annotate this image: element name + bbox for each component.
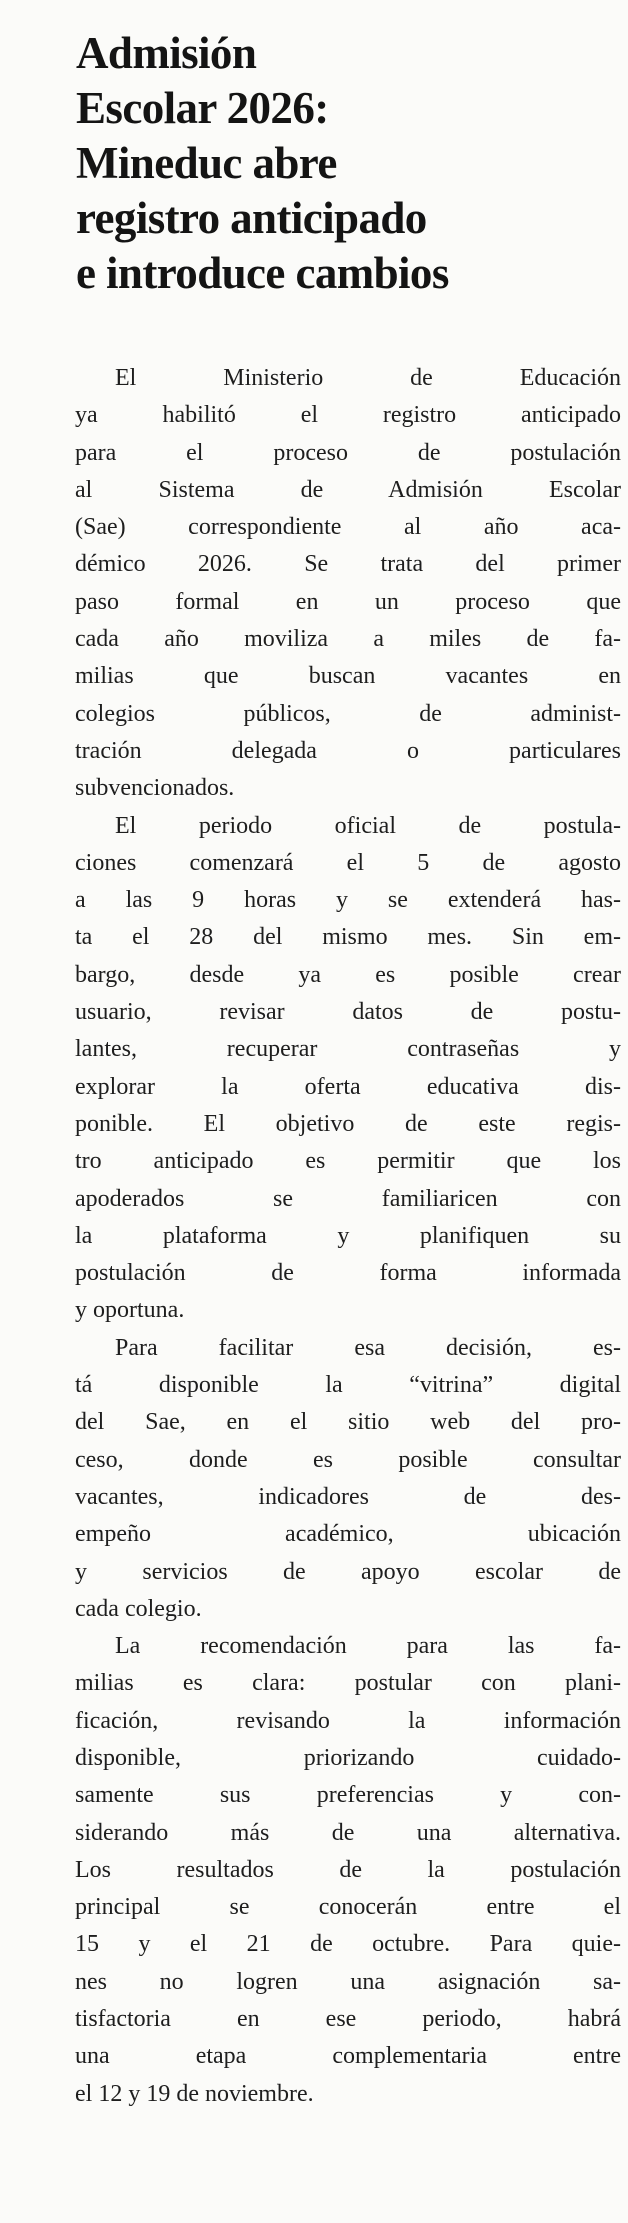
paragraph-line: ta el 28 del mismo mes. Sin em- [75, 924, 621, 951]
paragraph-line: 15 y el 21 de octubre. Para quie- [75, 1931, 621, 1958]
paragraph-line: nes no logren una asignación sa- [75, 1968, 621, 1995]
article-paragraph [75, 360, 621, 808]
paragraph-line: démico 2026. Se trata del primer [75, 551, 621, 578]
paragraph-line: del Sae, en el sitio web del pro- [75, 1409, 621, 1436]
headline-line: registro anticipado [76, 193, 427, 243]
paragraph-line: Los resultados de la postulación [75, 1856, 621, 1883]
article-body [75, 360, 621, 2113]
paragraph-line: ciones comenzará el 5 de agosto [75, 849, 621, 876]
paragraph-line: La recomendación para las fa- [115, 1633, 621, 1660]
paragraph-line: disponible, priorizando cuidado- [75, 1744, 621, 1771]
paragraph-line: ceso, donde es posible consultar [75, 1446, 621, 1473]
paragraph-line: cada colegio. [75, 1595, 202, 1622]
headline-line: Admisión [76, 28, 257, 78]
paragraph-line: siderando más de una alternativa. [75, 1819, 621, 1846]
headline [76, 26, 616, 301]
paragraph-line: postulación de forma informada [75, 1260, 621, 1287]
paragraph-line: cada año moviliza a miles de fa- [75, 626, 621, 653]
paragraph-line: tro anticipado es permitir que los [75, 1148, 621, 1175]
paragraph-line: El periodo oficial de postula- [115, 812, 621, 839]
headline-line: Mineduc abre [76, 138, 337, 188]
paragraph-line: ficación, revisando la información [75, 1707, 621, 1734]
paragraph-line: explorar la oferta educativa dis- [75, 1073, 621, 1100]
paragraph-line: Para facilitar esa decisión, es- [115, 1334, 621, 1361]
article-paragraph [75, 808, 621, 1330]
paragraph-line: ya habilitó el registro anticipado [75, 402, 621, 429]
paragraph-line: una etapa complementaria entre [75, 2043, 621, 2070]
paragraph-line: paso formal en un proceso que [75, 588, 621, 615]
paragraph-line: empeño académico, ubicación [75, 1521, 621, 1548]
paragraph-line: colegios públicos, de administ- [75, 700, 621, 727]
paragraph-line: subvencionados. [75, 775, 235, 802]
paragraph-line: usuario, revisar datos de postu- [75, 999, 621, 1026]
article-paragraph [75, 1628, 621, 2113]
paragraph-line: y servicios de apoyo escolar de [75, 1558, 621, 1585]
paragraph-line: principal se conocerán entre el [75, 1894, 621, 1921]
paragraph-line: lantes, recuperar contraseñas y [75, 1036, 621, 1063]
paragraph-line: vacantes, indicadores de des- [75, 1483, 621, 1510]
paragraph-line: El Ministerio de Educación [115, 365, 621, 391]
paragraph-line: a las 9 horas y se extenderá has- [75, 887, 621, 914]
paragraph-line: tración delegada o particulares [75, 737, 621, 764]
paragraph-line: bargo, desde ya es posible crear [75, 961, 621, 988]
paragraph-line: al Sistema de Admisión Escolar [75, 476, 621, 503]
paragraph-line: (Sae) correspondiente al año aca- [75, 514, 621, 541]
paragraph-line: milias es clara: postular con plani- [75, 1670, 621, 1697]
paragraph-line: apoderados se familiaricen con [75, 1185, 621, 1212]
paragraph-line: para el proceso de postulación [75, 439, 621, 466]
paragraph-line: y oportuna. [75, 1297, 185, 1324]
headline-line: Escolar 2026: [76, 83, 329, 133]
article-paragraph [75, 1330, 621, 1628]
paragraph-line: tá disponible la “vitrina” digital [75, 1372, 621, 1399]
paragraph-line: samente sus preferencias y con- [75, 1782, 621, 1809]
paragraph-line: el 12 y 19 de noviembre. [75, 2080, 314, 2107]
paragraph-line: la plataforma y planifiquen su [75, 1222, 621, 1249]
headline-line: e introduce cambios [76, 248, 449, 298]
paragraph-line: milias que buscan vacantes en [75, 663, 621, 690]
paragraph-line: tisfactoria en ese periodo, habrá [75, 2006, 621, 2033]
paragraph-line: ponible. El objetivo de este regis- [75, 1110, 621, 1137]
